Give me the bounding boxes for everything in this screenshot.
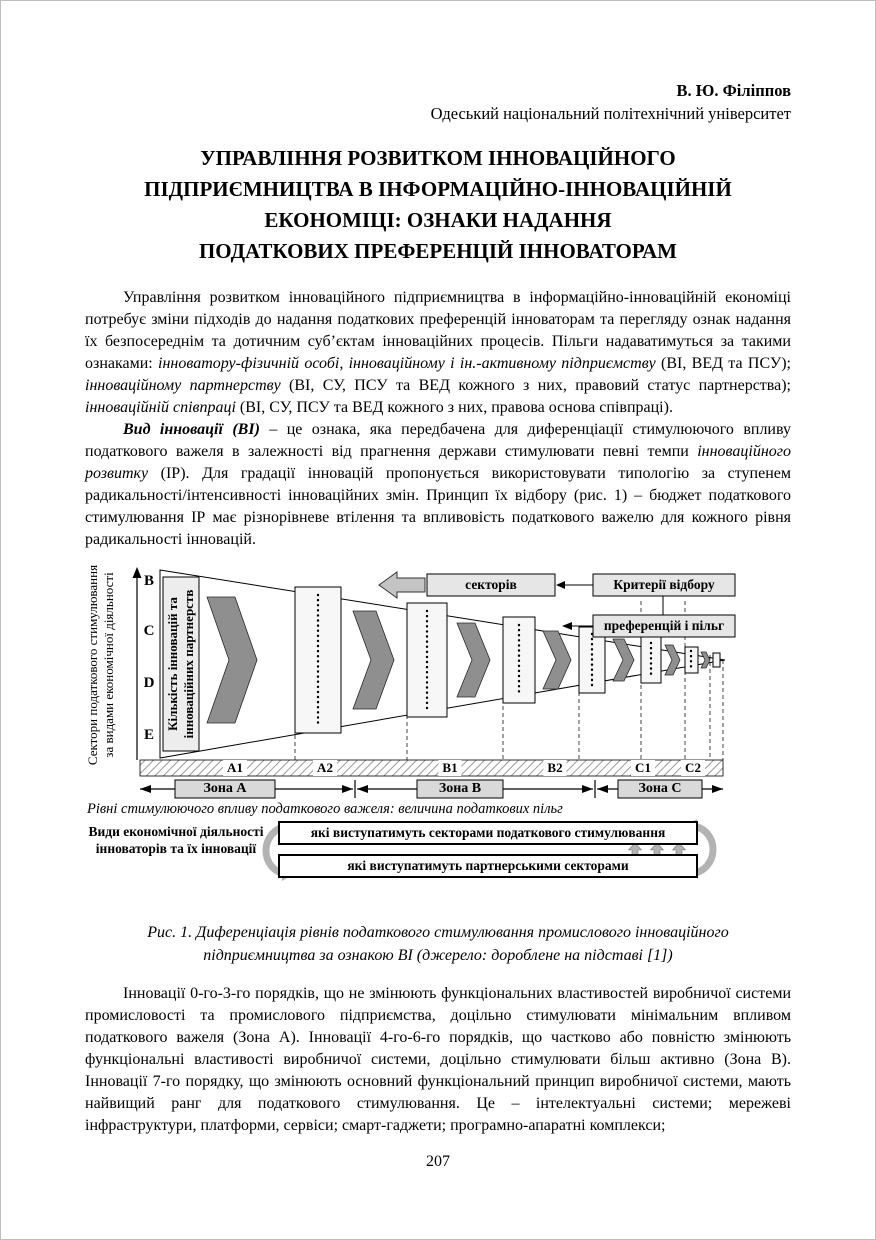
- figure-caption-line2: підприємництва за ознакою ВІ (джерело: дороблене на підставі [1]): [203, 947, 673, 964]
- block-arrow-left-icon: [379, 572, 425, 598]
- banner-stimulation-sectors: які виступатимуть секторами податкового стимулювання: [278, 821, 698, 845]
- axis-letter-e: E: [143, 727, 154, 743]
- banner-partner-sectors: які виступатимуть партнерськими секторами: [278, 854, 698, 878]
- paragraph-text-italic: інноватору-фізичній особі, інноваційному і ін.-активному підприємству: [158, 355, 656, 372]
- paragraph-2: [85, 419, 791, 551]
- segment-a1: A1: [223, 760, 247, 776]
- left-axis-label: [85, 550, 117, 780]
- arrow-left-icon: [562, 622, 572, 630]
- dotted-stage-boxes: [295, 587, 720, 733]
- affiliation: Одеський національний політехнічний університет: [430, 104, 791, 123]
- paragraph-text-bold-italic: Вид інновації (ВІ): [123, 421, 260, 438]
- axis-letter-c: C: [143, 623, 155, 639]
- figure-caption-line1: Рис. 1. Диференціація рівнів податкового стимулювання промислового інноваційного: [147, 924, 729, 941]
- segment-b2: B2: [543, 760, 566, 776]
- zone-b-label: Зона В: [438, 781, 482, 796]
- segment-a2: A2: [313, 760, 337, 776]
- paragraph-text: Інновації 0-го-3-го порядків, що не змінюють функціональних властивостей виробничої системи промисловості та промислового підприємства, доцільно стимулювати мінімальним впливом податкового важеля (Зона А). Інновації 4-го-6-го порядків, що частково або повністю змінюють функціональні властивості виробничої системи, доцільно стимулювати більш активно (Зона В). Інновації 7-го порядку, що змінюють основний функціональний принцип виробничої системи, мають найвищий ранг для податкового стимулювання. Це – інтелектуальні системи; мережеві інфраструктури, платформи, сервіси; смарт-гаджети; програмно-апаратні комплекси;: [85, 985, 791, 1134]
- sectors-box-label: секторів: [465, 577, 517, 592]
- paragraph-text-italic: інноваційному партнерству: [85, 377, 281, 394]
- segment-c1: C1: [631, 760, 655, 776]
- paragraph-3: [85, 983, 791, 1137]
- funnel-box-label: Кількість інновацій та інноваційних партнерств: [165, 589, 196, 739]
- paragraph-text: Управління розвитком інноваційного підприємництва в інформаційно-інноваційній економіці потребує зміни підходів до надання податкових преференцій інноваторам та перегляду ознак надання їх безпосереднім та дотичним суб’єктам інноваційних процесів. Пільги надаватимуться за такими ознаками:: [85, 289, 791, 372]
- title-line: ПІДПРИЄМНИЦТВА В ІНФОРМАЦІЙНО-ІННОВАЦІЙНІЙ: [144, 177, 732, 201]
- preferences-box-label: преференцій і пільг: [603, 618, 725, 633]
- levels-caption: Рівні стимулюючого впливу податкового важеля: величина податкових пільг: [87, 801, 563, 817]
- author-name: В. Ю. Філіппов: [676, 81, 791, 100]
- segment-c2: C2: [681, 760, 705, 776]
- page-number: 207: [426, 1153, 450, 1170]
- paragraph-text-italic: інноваційній співпраці: [85, 399, 236, 416]
- paragraph-1: [85, 287, 791, 419]
- article-title: [85, 143, 791, 267]
- paragraph-text: (ВІ, СУ, ПСУ та ВЕД кожного з них, правова основа співпраці).: [235, 399, 673, 416]
- zone-c-label: Зона С: [638, 781, 682, 796]
- criteria-box-label: Критерії відбору: [613, 577, 715, 592]
- left-axis-label-line2: за видами економічної діяльності: [101, 572, 116, 758]
- author-block: [85, 79, 791, 125]
- paragraph-text: – це ознака, яка передбачена для диференціації стимулюючого впливу податкового важеля в залежності від прагнення держави стимулювати певні темпи: [85, 421, 791, 460]
- title-line: ЕКОНОМІЦІ: ОЗНАКИ НАДАННЯ: [264, 208, 612, 232]
- arrow-left-icon: [556, 581, 565, 589]
- paragraph-text: (ВІ, СУ, ПСУ та ВЕД кожного з них, правовий статус партнерства);: [280, 377, 791, 394]
- figure-caption: [85, 921, 791, 967]
- axis-letter-b: B: [143, 573, 154, 589]
- paragraph-text: (ІР). Для градації інновацій пропонується використовувати типологію за ступенем радикальності/інтенсивності інноваційних змін. Принцип їх відбору (рис. 1) – бюджет податкового стимулювання ІР має різнорівневе втілення та впливовість податкового важелю для кожного рівня радикальності інновацій.: [85, 465, 791, 548]
- zone-a-label: Зона А: [203, 781, 247, 796]
- activity-types-label: Види економічної діяльності інноваторів та їх інновації: [88, 824, 264, 856]
- axis-letter-d: D: [143, 675, 155, 691]
- segment-b1: B1: [438, 760, 461, 776]
- figure-1: [85, 565, 791, 903]
- paragraph-text-italic: інноваційного розвитку: [85, 443, 791, 482]
- paragraph-text: (ВІ, ВЕД та ПСУ);: [655, 355, 792, 372]
- left-axis-label-line1: Сектори податкового стимулювання: [85, 564, 100, 766]
- title-line: ПОДАТКОВИХ ПРЕФЕРЕНЦІЙ ІННОВАТОРАМ: [198, 239, 678, 263]
- title-line: УПРАВЛІННЯ РОЗВИТКОМ ІННОВАЦІЙНОГО: [200, 146, 676, 170]
